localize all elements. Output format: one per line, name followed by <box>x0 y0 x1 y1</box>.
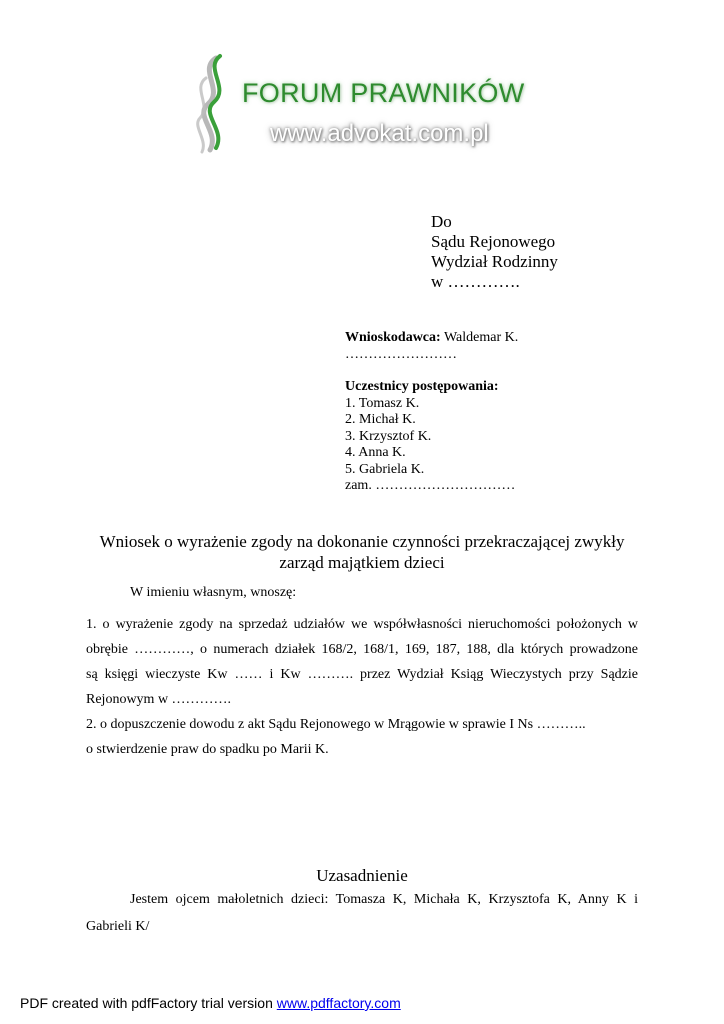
participants-address: zam. ………………………… <box>345 478 516 493</box>
footer-text: PDF created with pdfFactory trial version <box>20 995 277 1011</box>
forum-prawnikow-logo <box>190 52 550 162</box>
participant-item: 1. Tomasz K. <box>345 395 420 411</box>
addressee-line: Do <box>431 212 452 231</box>
request-2: 2. o dopuszczenie dowodu z akt Sądu Rejonowego w Mrągowie w sprawie I Ns ……….. <box>86 717 586 732</box>
addressee-line: Sądu Rejonowego <box>431 232 556 251</box>
reasoning-text <box>86 886 638 940</box>
addressee-line: Wydział Rodzinny <box>431 252 558 271</box>
reasoning-line: Gabrieli K/ <box>86 919 150 934</box>
request-1-line: są księgi wieczyste Kw …… i Kw ………. przez Wydział Ksiąg Wieczystych przy Sądzie <box>86 667 638 682</box>
request-1-line: Rejonowym w …………. <box>86 692 232 707</box>
request-1-line: obrębie …………, o numerach działek 168/2, 168/1, 169, 187, 188, dla których prowadzone <box>86 642 638 657</box>
request-1-line: 1. o wyrażenie zgody na sprzedaż udziałów we współwłasności nieruchomości położonych w <box>86 617 638 632</box>
title-line: zarząd majątkiem dzieci <box>279 553 445 572</box>
logo-url: www.advokat.com.pl <box>270 120 489 147</box>
reasoning-line: Jestem ojcem małoletnich dzieci: Tomasza K, Michała K, Krzysztofa K, Anny K i <box>130 892 638 907</box>
logo-title: FORUM PRAWNIKÓW <box>242 78 525 108</box>
parties-block <box>345 330 518 495</box>
addressee-block <box>431 212 558 292</box>
swirl-logo-icon <box>190 52 250 162</box>
footer-link[interactable]: www.pdffactory.com <box>276 995 401 1011</box>
title-line: Wniosek o wyrażenie zgody na dokonanie czynności przekraczającej zwykły <box>99 532 625 551</box>
intro-text <box>86 585 638 601</box>
document-title <box>60 531 664 573</box>
applicant-label: Wnioskodawca: <box>345 330 441 345</box>
applicant-line <box>345 330 518 347</box>
intro-line: W imieniu własnym, wnoszę: <box>130 585 297 600</box>
applicant-name: Waldemar K. <box>443 330 519 345</box>
request-3: o stwierdzenie praw do spadku po Marii K. <box>86 742 329 757</box>
pdf-footer <box>20 995 401 1011</box>
applicant-dots: …………………… <box>345 346 457 362</box>
reasoning-title: Uzasadnienie <box>316 866 408 885</box>
request-list <box>86 612 638 762</box>
addressee-line: w …………. <box>431 272 520 291</box>
participants-label: Uczestnicy postępowania: <box>345 379 499 394</box>
participant-item: 5. Gabriela K. <box>345 461 425 477</box>
participant-item: 3. Krzysztof K. <box>345 428 432 444</box>
participant-item: 2. Michał K. <box>345 412 416 427</box>
participant-item: 4. Anna K. <box>345 445 406 460</box>
